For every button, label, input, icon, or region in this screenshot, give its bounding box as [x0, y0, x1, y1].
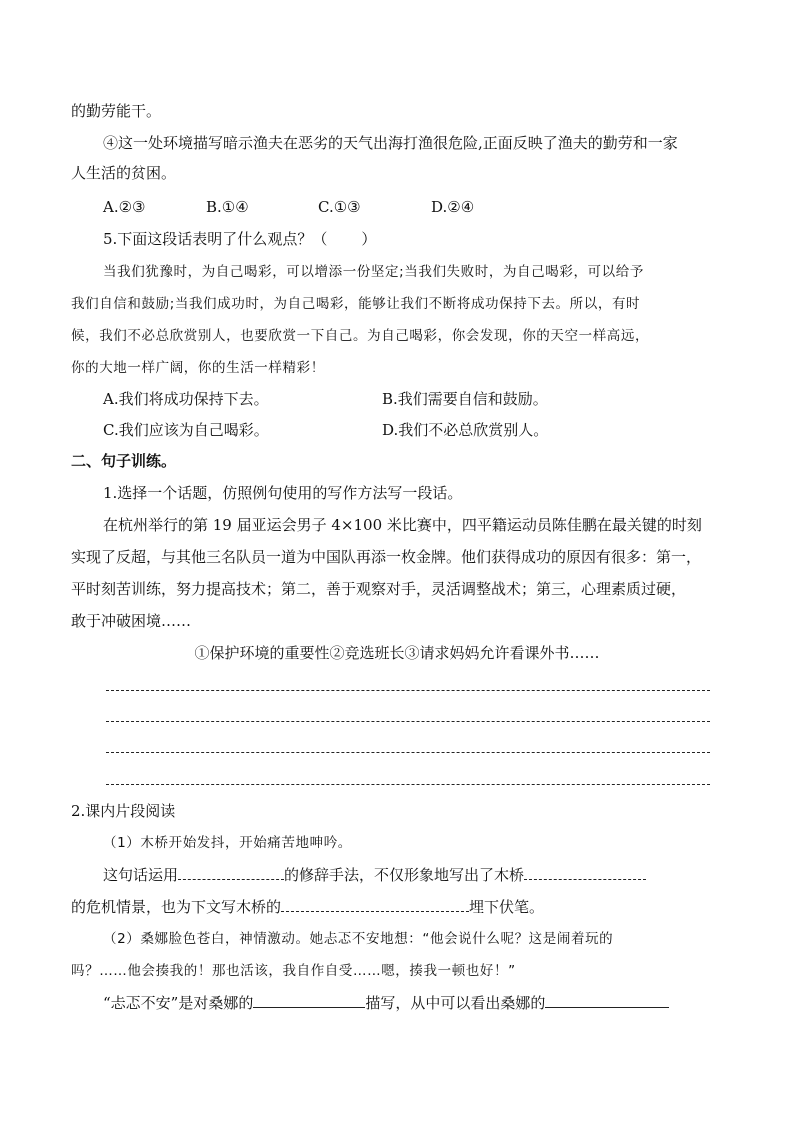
s2-q2-s1-a1-text: 这句话运用 — [103, 866, 179, 884]
q4-option-c: C.①③ — [318, 198, 361, 216]
q5-passage-line2: 我们自信和鼓励;当我们成功时，为自己喝彩，能够让我们不断将成功保持下去。所以，有时 — [71, 296, 641, 312]
q4-item4-line1: ④这一处环境描写暗示渔夫在恶劣的天气出海打渔很危险,正面反映了渔夫的勤劳和一家 — [103, 134, 678, 152]
bridge-situation-blank[interactable] — [524, 865, 646, 880]
s2-q2-stem: 2.课内片段阅读 — [71, 802, 176, 820]
answer-line-4[interactable] — [106, 784, 710, 785]
s2-q1-passage-line2: 实现了反超，与其他三名队员一道为中国队再添一枚金牌。他们获得成功的原因有很多：第一， — [71, 548, 702, 566]
description-type-blank[interactable] — [253, 993, 365, 1008]
s2-q1-topics: ①保护环境的重要性②竞选班长③请求妈妈允许看课外书…… — [194, 644, 600, 662]
s2-q2-s1-answer-a — [103, 865, 755, 885]
s2-q1-stem: 1.选择一个话题，仿照例句使用的写作方法写一段话。 — [103, 484, 463, 502]
s2-q1-passage-line1: 在杭州举行的第 19 届亚运会男子 4×100 米比赛中，四平籍运动员陈佳鹏在最关键的时刻 — [103, 516, 702, 534]
s2-q2-s1-b1-text: 的危机情景，也为下文写木桥的 — [71, 898, 282, 916]
q5-stem-end: ） — [361, 230, 377, 248]
q5-option-a: A.我们将成功保持下去。 — [103, 390, 269, 408]
s2-q2-sentence2-line1: （2）桑娜脸色苍白，神情激动。她忐忑不安地想：“他会说什么呢？这是闹着玩的 — [103, 931, 614, 947]
q5-option-d: D.我们不必总欣赏别人。 — [382, 421, 549, 439]
q5-option-c: C.我们应该为自己喝彩。 — [103, 421, 269, 439]
answer-line-3[interactable] — [106, 752, 710, 753]
q4-option-a: A.②③ — [103, 198, 146, 216]
q5-stem-text: 5.下面这段话表明了什么观点？（ — [103, 230, 328, 248]
s2-q2-sentence1: （1）木桥开始发抖，开始痛苦地呻吟。 — [103, 835, 352, 851]
s2-q2-s2-a1-text: “忐忑不安”是对桑娜的 — [103, 994, 254, 1012]
q4-item4-line2: 人生活的贫困。 — [71, 164, 177, 182]
s2-q2-s1-a2-text: 的修辞手法，不仅形象地写出了木桥 — [284, 866, 525, 884]
q5-passage-line3: 候，我们不必总欣赏别人，也要欣赏一下自己。为自己喝彩，你会发现，你的天空一样高远， — [71, 328, 650, 344]
s2-q2-s2-answer — [103, 993, 755, 1013]
s2-q2-sentence2-line2: 吗？……他会揍我的！那也活该，我自作自受……嗯，揍我一顿也好！” — [71, 963, 516, 979]
foreshadow-blank[interactable] — [281, 897, 469, 912]
s2-q2-s1-b2-text: 埋下伏笔。 — [469, 898, 545, 916]
q5-passage-line1: 当我们犹豫时，为自己喝彩，可以增添一份坚定;当我们失败时，为自己喝彩，可以给予 — [103, 264, 644, 280]
s2-q2-s1-answer-b — [71, 897, 723, 917]
s2-q1-passage-line4: 敢于冲破困境…… — [71, 612, 192, 630]
q4-option-d: D.②④ — [431, 198, 475, 216]
character-trait-blank[interactable] — [545, 993, 669, 1008]
answer-line-1[interactable] — [106, 690, 710, 691]
q4-option-b: B.①④ — [206, 198, 249, 216]
q4-tail-text: 的勤劳能干。 — [71, 102, 162, 120]
rhetoric-blank[interactable] — [178, 865, 284, 880]
q5-option-b: B.我们需要自信和鼓励。 — [382, 390, 548, 408]
q5-passage-line4: 你的大地一样广阔，你的生活一样精彩！ — [71, 360, 325, 376]
section2-title: 二、句子训练。 — [71, 452, 177, 470]
answer-line-2[interactable] — [106, 721, 710, 722]
s2-q2-s2-a2-text: 描写，从中可以看出桑娜的 — [365, 994, 546, 1012]
s2-q1-passage-line3: 平时刻苦训练，努力提高技术；第二，善于观察对手，灵活调整战术；第三，心理素质过硬， — [71, 580, 687, 598]
q5-stem — [103, 229, 755, 249]
